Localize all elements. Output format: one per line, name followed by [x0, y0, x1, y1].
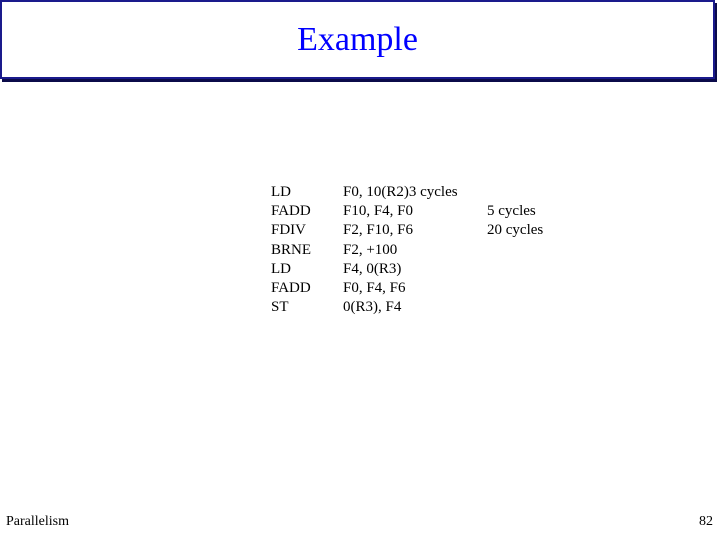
opcode: FDIV	[271, 222, 307, 239]
opcode-column	[271, 183, 311, 317]
latency-note: 5 cycles	[487, 203, 536, 219]
operands: F0, 10(R2)3 cycles	[343, 184, 458, 200]
opcode: LD	[271, 184, 291, 200]
opcode: BRNE	[271, 241, 312, 258]
operands: F0, F4, F6	[343, 280, 406, 297]
opcode: FADD	[271, 280, 311, 297]
operands: 0(R3), F4	[343, 299, 402, 316]
operands: F2, F10, F6	[343, 222, 414, 239]
operand-column	[343, 183, 458, 317]
slide-title: Example	[297, 21, 418, 58]
operands: F10, F4, F0	[343, 203, 414, 220]
latency-column	[487, 202, 543, 240]
latency-note: 20 cycles	[487, 222, 544, 239]
page-number: 82	[699, 514, 713, 529]
operands: F2, +100	[343, 241, 398, 258]
opcode: LD	[271, 260, 291, 277]
opcode: FADD	[271, 203, 311, 220]
operands: F4, 0(R3)	[343, 260, 402, 277]
opcode: ST	[271, 299, 289, 316]
footer-topic: Parallelism	[6, 514, 69, 529]
